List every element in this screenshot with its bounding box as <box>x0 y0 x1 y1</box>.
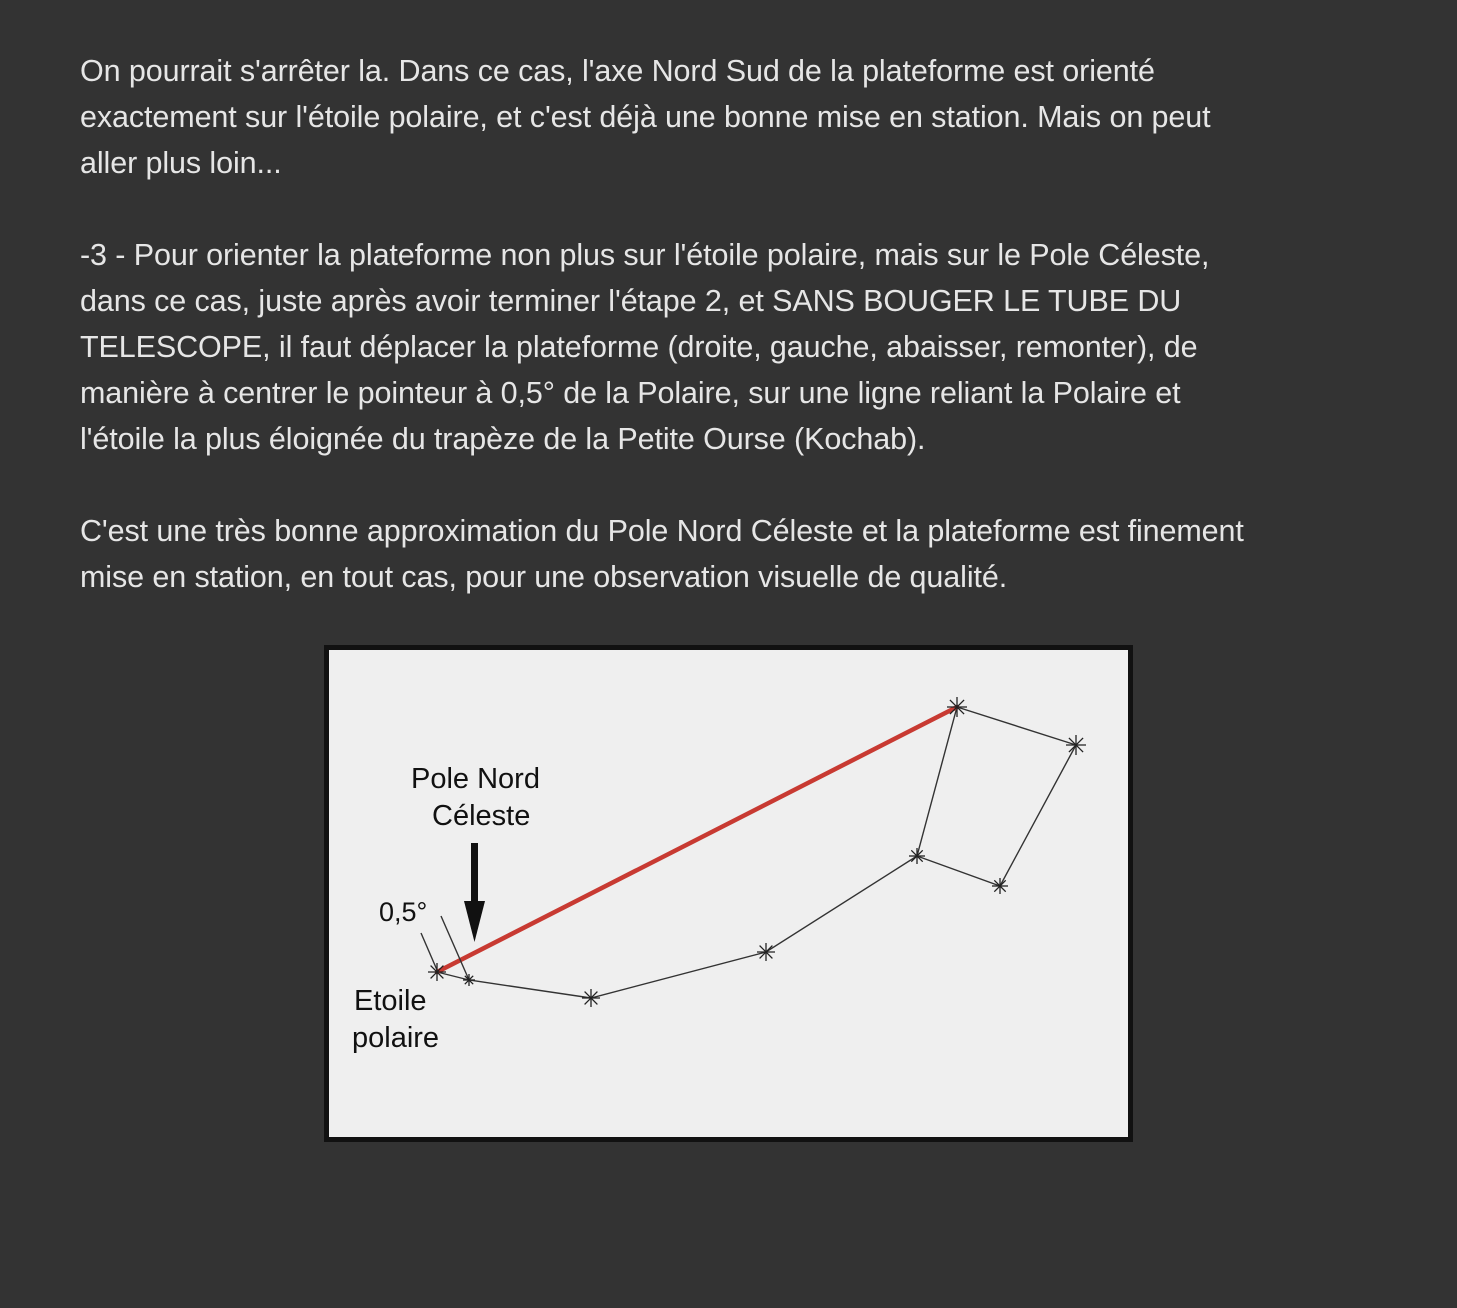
paragraph-step-3 <box>80 232 1380 462</box>
label-pole-line2: Céleste <box>432 800 531 832</box>
polaris-kochab-line <box>437 707 957 972</box>
offset-tick-left <box>421 933 437 970</box>
label-star-line1: Etoile <box>354 985 427 1017</box>
star-icon <box>1066 735 1086 755</box>
label-star-line2: polaire <box>352 1022 440 1054</box>
text-line: mise en station, en tout cas, pour une observation visuelle de qualité. <box>80 560 1008 594</box>
text-line: -3 - Pour orienter la plateforme non plus sur l'étoile polaire, mais sur le Pole Céleste, <box>80 238 1210 272</box>
star-icon <box>947 697 967 717</box>
offset-tick-right <box>441 916 469 980</box>
article-text <box>80 48 1380 646</box>
paragraph-intro <box>80 48 1380 186</box>
text-line: C'est une très bonne approximation du Pole Nord Céleste et la plateforme est finement <box>80 514 1244 548</box>
star-icon <box>757 943 775 961</box>
text-line: exactement sur l'étoile polaire, et c'est déjà une bonne mise en station. Mais on peut <box>80 100 1211 134</box>
text-line: l'étoile la plus éloignée du trapèze de la Petite Ourse (Kochab). <box>80 422 926 456</box>
star-icon <box>428 963 446 981</box>
stars <box>428 697 1086 1007</box>
text-line: TELESCOPE, il faut déplacer la plateforme (droite, gauche, abaisser, remonter), de <box>80 330 1198 364</box>
paragraph-conclusion <box>80 508 1380 600</box>
text-line: On pourrait s'arrêter la. Dans ce cas, l'axe Nord Sud de la plateforme est orienté <box>80 54 1155 88</box>
star-icon <box>463 974 475 986</box>
label-pole-line1: Pole Nord <box>411 763 540 795</box>
text-line: aller plus loin... <box>80 146 282 180</box>
star-icon <box>992 878 1008 894</box>
little-dipper-diagram <box>329 650 1128 1137</box>
constellation-lines <box>437 707 1076 998</box>
text-line: dans ce cas, juste après avoir terminer l'étape 2, et SANS BOUGER LE TUBE DU <box>80 284 1182 318</box>
polar-alignment-figure <box>324 645 1133 1142</box>
arrow-down-icon <box>464 843 485 942</box>
label-offset: 0,5° <box>379 897 428 927</box>
star-icon <box>909 848 925 864</box>
text-line: manière à centrer le pointeur à 0,5° de la Polaire, sur une ligne reliant la Polaire et <box>80 376 1181 410</box>
dipper-handle-line <box>437 707 1076 998</box>
star-icon <box>582 989 600 1007</box>
